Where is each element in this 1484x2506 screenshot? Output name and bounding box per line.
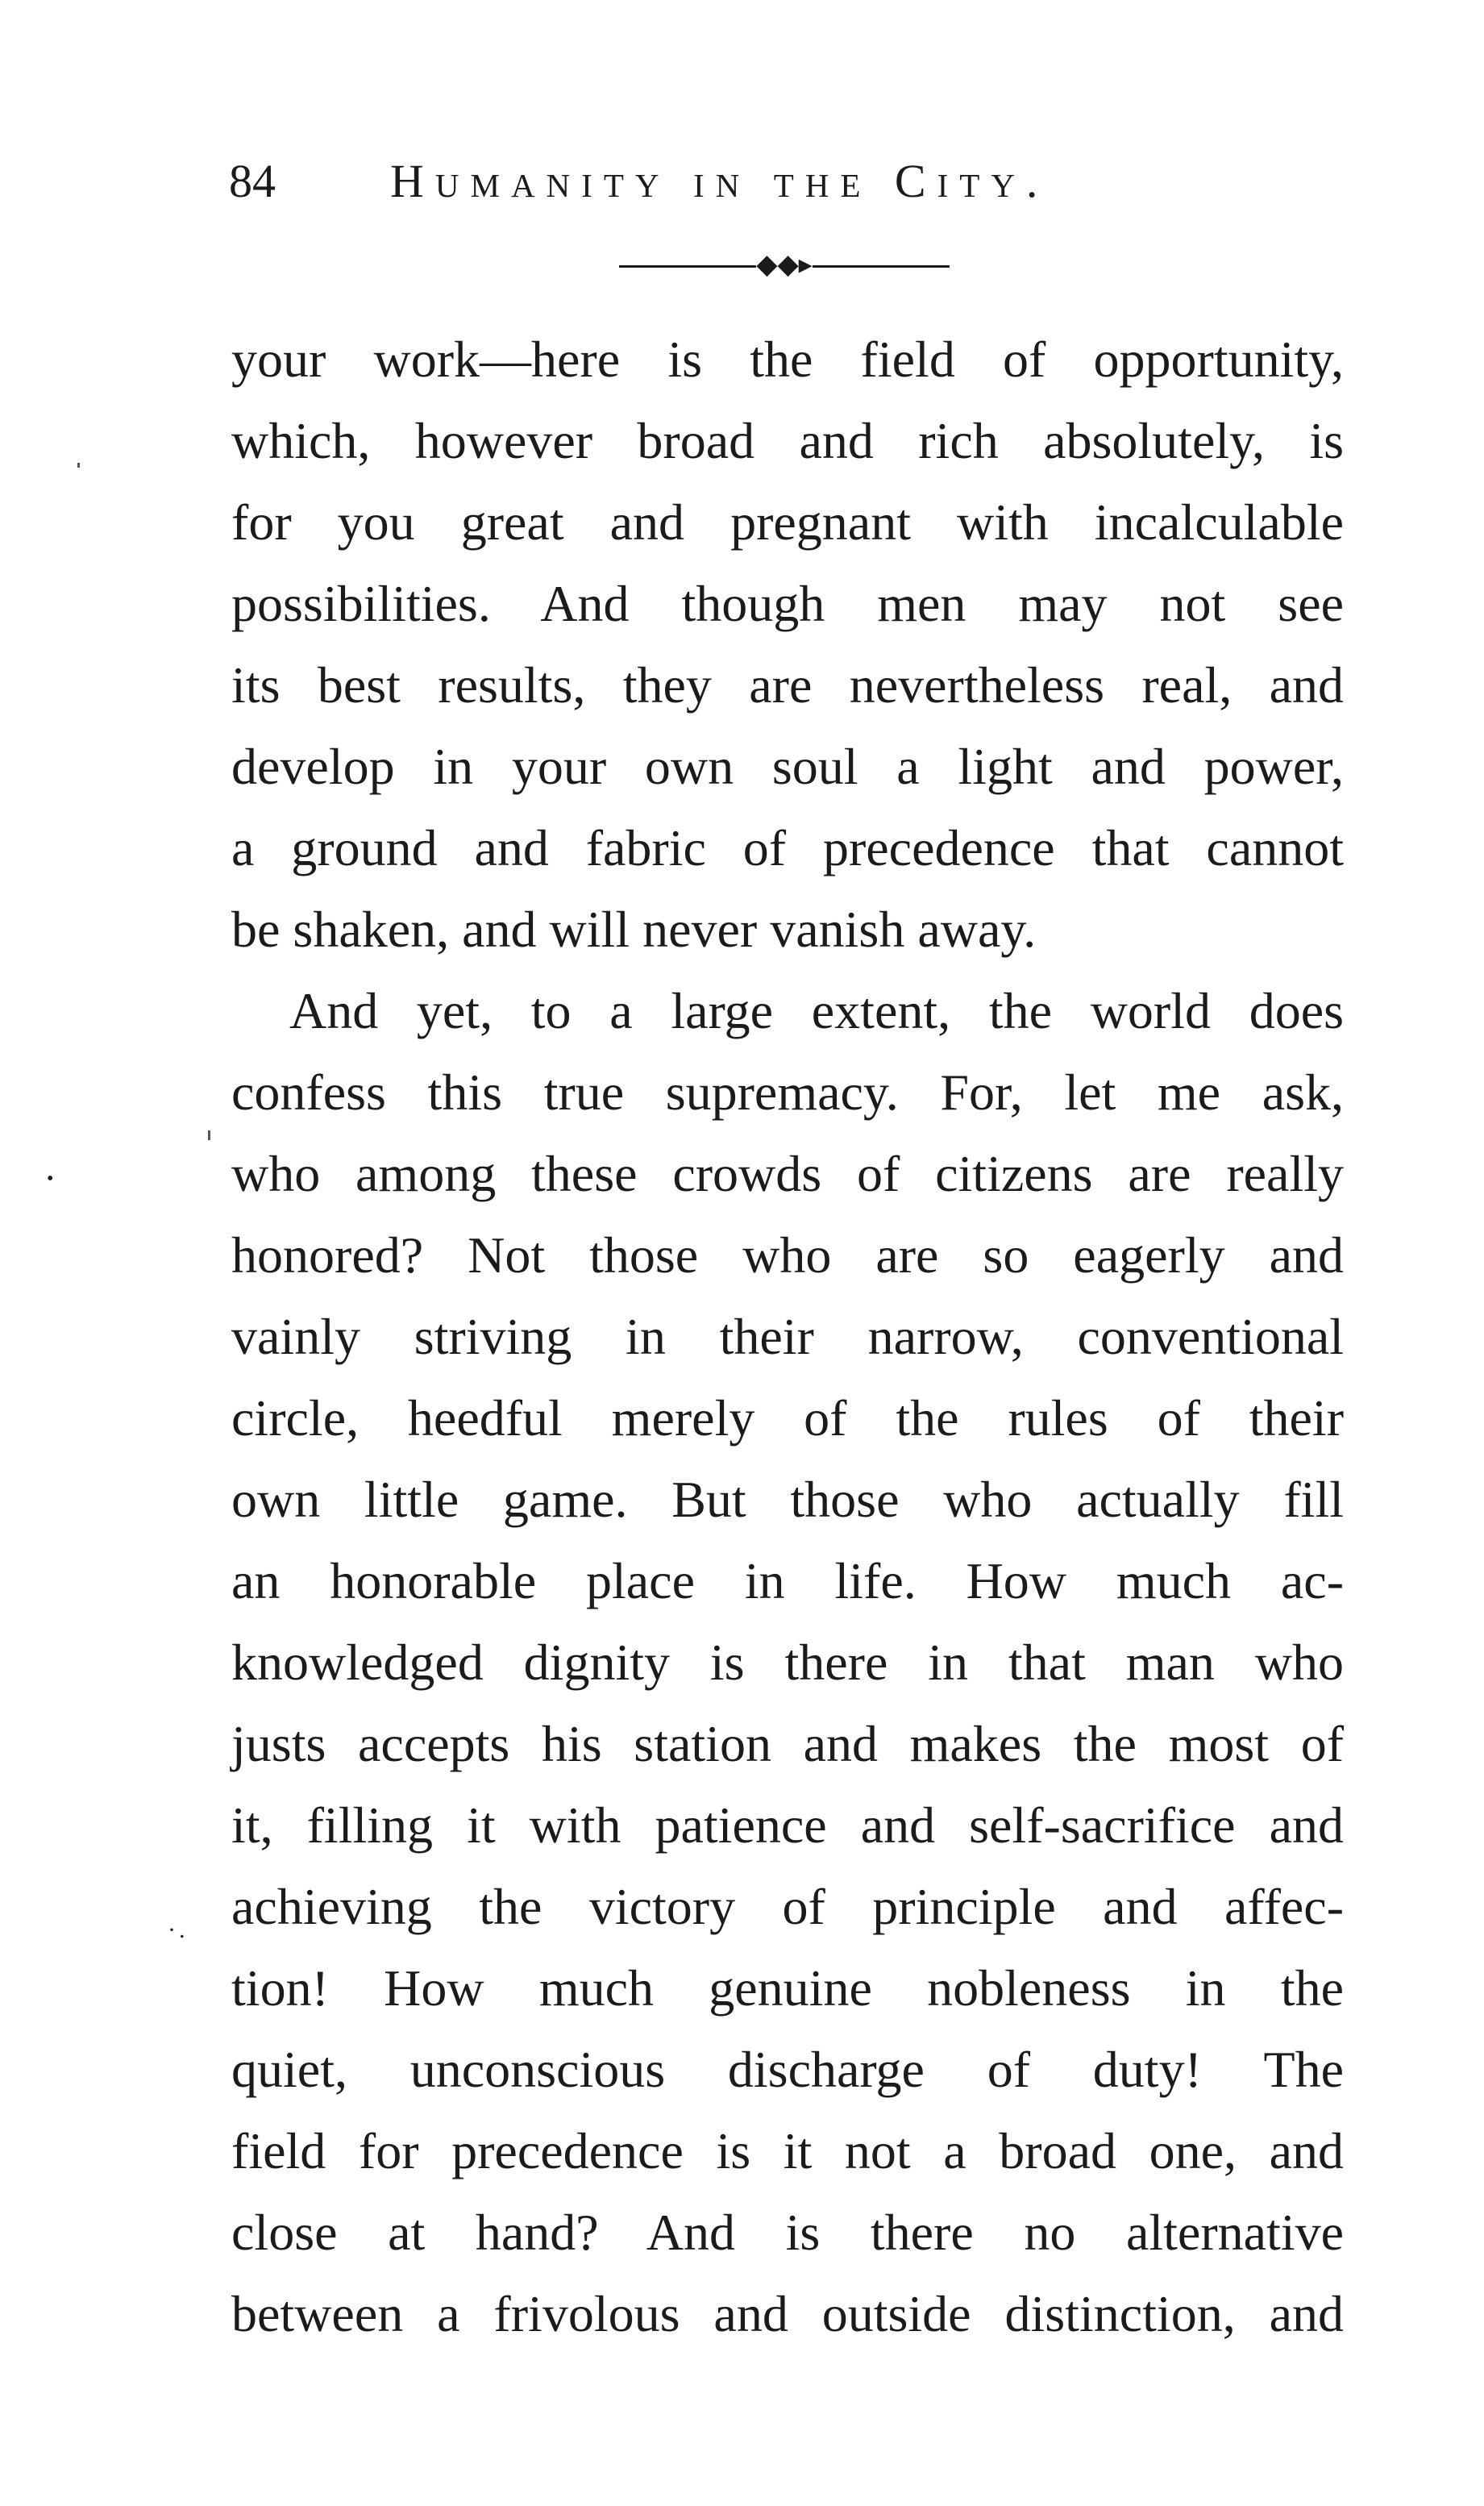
- text-line: achieving the victory of principle and affec-: [231, 1878, 1344, 1935]
- text-line: confess this true supremacy. For, let me ask,: [231, 1064, 1344, 1121]
- text-line: quiet, unconscious discharge of duty! The: [231, 2041, 1344, 2098]
- margin-speck-mark: [77, 463, 80, 468]
- running-head: [229, 145, 1253, 218]
- margin-dots-mark: ·.: [168, 1917, 189, 1943]
- text-line: who among these crowds of citizens are really: [231, 1145, 1344, 1202]
- text-line: its best results, they are nevertheless real, and: [231, 656, 1344, 714]
- text-line: And yet, to a large extent, the world does: [289, 982, 1344, 1039]
- text-line: honored? Not those who are so eagerly and: [231, 1226, 1344, 1284]
- text-line: between a frivolous and outside distinction, and: [231, 2285, 1344, 2342]
- ornament-line-right: [813, 265, 950, 268]
- text-line: a ground and fabric of precedence that cannot: [231, 819, 1344, 876]
- text-line: circle, heedful merely of the rules of their: [231, 1389, 1344, 1447]
- text-line: be shaken, and will never vanish away.: [231, 901, 1037, 958]
- margin-tick-mark: [208, 1130, 210, 1140]
- margin-bullet-mark: •: [47, 1168, 54, 1189]
- text-line: your work—here is the field of opportunity,: [231, 331, 1344, 388]
- running-title: Humanity in the City.: [390, 155, 1050, 207]
- text-line: own little game. But those who actually fill: [231, 1471, 1344, 1528]
- text-line: knowledged dignity is there in that man who: [231, 1634, 1344, 1691]
- text-line: close at hand? And is there no alternative: [231, 2204, 1344, 2261]
- text-line: tion! How much genuine nobleness in the: [231, 1959, 1344, 2017]
- text-line: field for precedence is it not a broad one, and: [231, 2122, 1344, 2179]
- text-line: which, however broad and rich absolutely, is: [231, 412, 1344, 469]
- ornament-line-left: [619, 265, 756, 268]
- text-line: possibilities. And though men may not see: [231, 575, 1344, 632]
- header-ornament-rule: [619, 250, 950, 280]
- text-line: for you great and pregnant with incalculable: [231, 493, 1344, 551]
- text-line: justs accepts his station and makes the most of: [231, 1715, 1344, 1772]
- text-line: develop in your own soul a light and power,: [231, 738, 1344, 795]
- page-number: 84: [229, 155, 276, 207]
- text-line: it, filling it with patience and self-sacrifice and: [231, 1796, 1344, 1854]
- ornament-glyph-icon: ◆◆▸: [756, 250, 813, 280]
- text-line: an honorable place in life. How much ac-: [231, 1552, 1344, 1609]
- text-line: vainly striving in their narrow, conventional: [231, 1308, 1344, 1365]
- body-text: [231, 318, 1344, 2354]
